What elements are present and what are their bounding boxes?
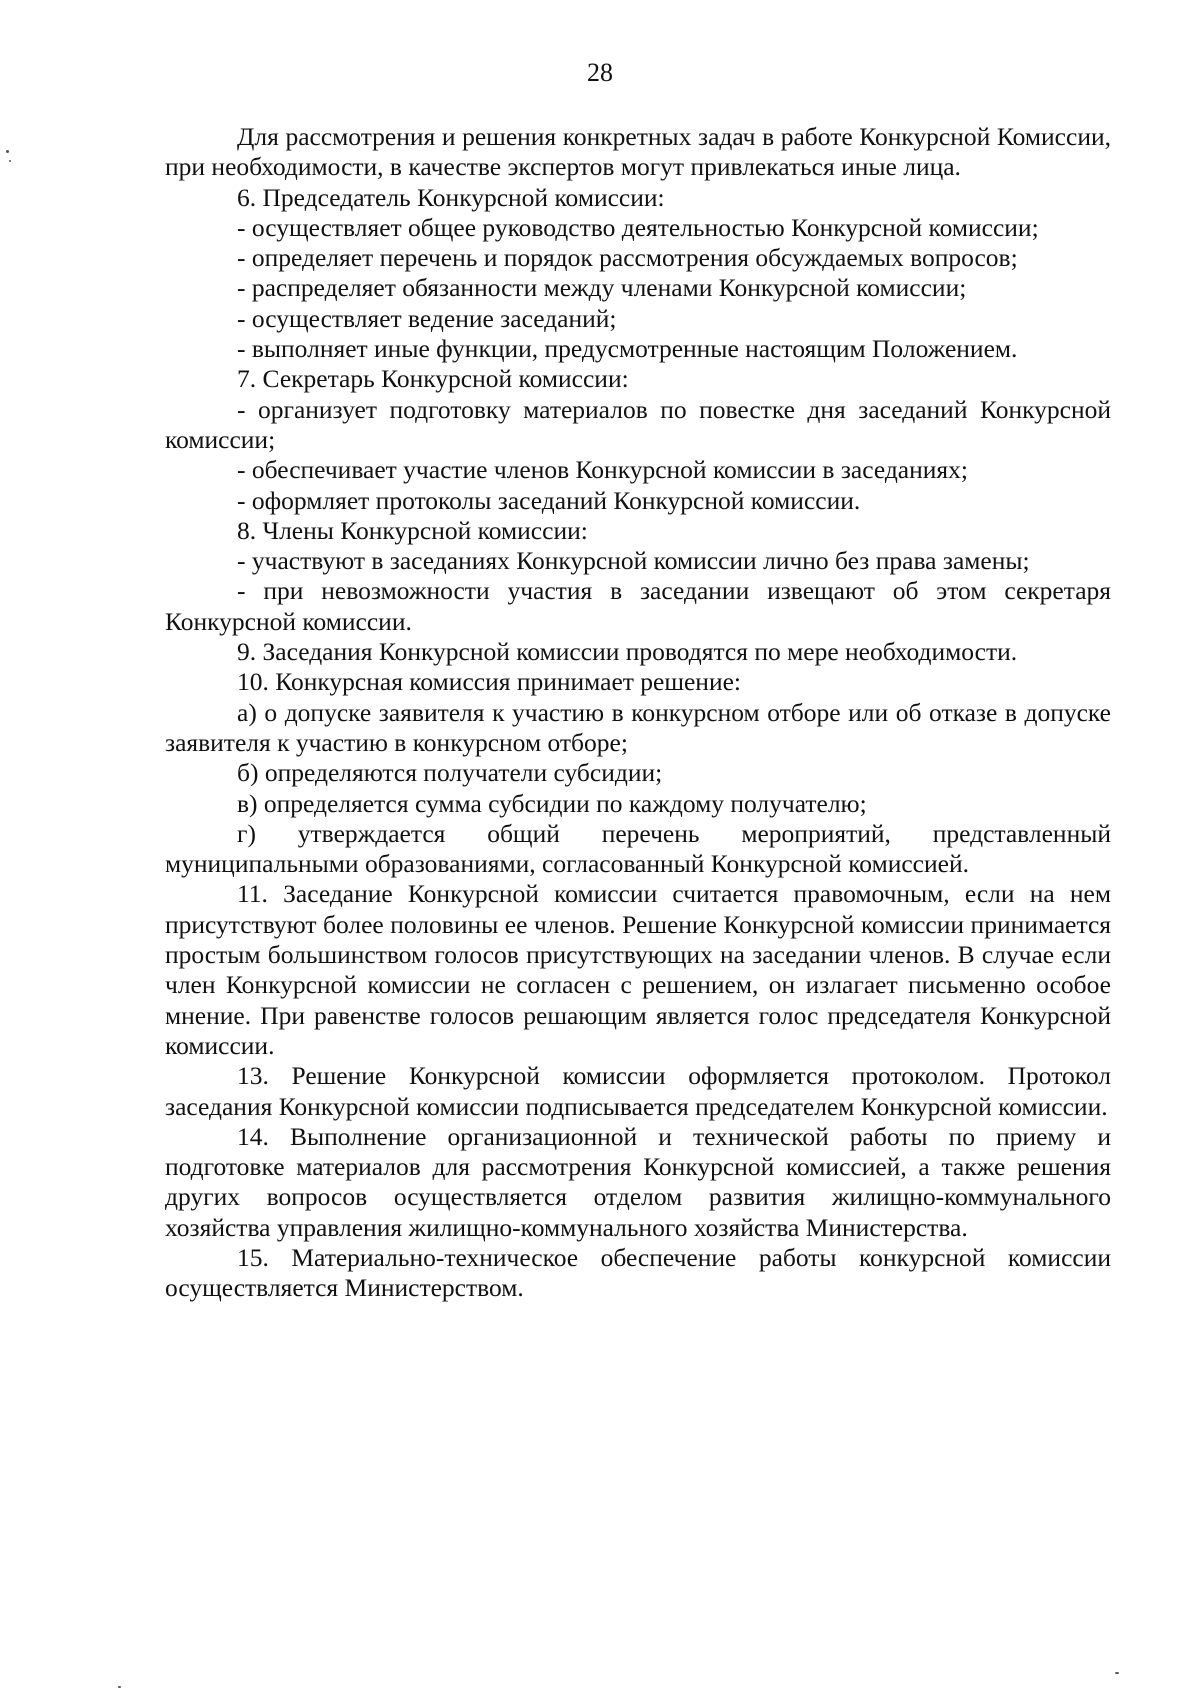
paragraph: 11. Заседание Конкурсной комиссии считается правомочным, если на нем присутствуют более половины ее членов. Решение Конкурсной комиссии принимается простым большинством голосов присутствующих на заседании членов. В случае если член Конкурсной комиссии не согласен с решением, он излагает письменно особое мнение. При равенстве голосов решающим является голос председателя Конкурсной комиссии. (165, 879, 1111, 1060)
paragraph: - оформляет протоколы заседаний Конкурсной комиссии. (237, 485, 861, 515)
scan-speck (6, 150, 9, 153)
paragraph: - определяет перечень и порядок рассмотрения обсуждаемых вопросов; (237, 243, 1018, 273)
paragraph: - при невозможности участия в заседании извещают об этом секретаря Конкурсной комиссии. (165, 576, 1111, 636)
paragraph: в) определяется сумма субсидии по каждому получателю; (237, 788, 867, 818)
paragraph: Для рассмотрения и решения конкретных задач в работе Конкурсной Комиссии, при необходимости, в качестве экспертов могут привлекаться иные лица. (165, 122, 1111, 182)
paragraph: а) о допуске заявителя к участию в конкурсном отборе или об отказе в допуске заявителя к участию в конкурсном отборе; (165, 697, 1111, 757)
paragraph: - участвуют в заседаниях Конкурсной комиссии лично без права замены; (237, 546, 1030, 576)
paragraph: б) определяются получатели субсидии; (237, 758, 663, 788)
paragraph: - выполняет иные функции, предусмотренные настоящим Положением. (237, 334, 1018, 364)
paragraph: - распределяет обязанности между членами Конкурсной комиссии; (237, 273, 967, 303)
scan-speck (118, 1686, 121, 1688)
paragraph: 10. Конкурсная комиссия принимает решение: (237, 667, 741, 697)
paragraph: - осуществляет общее руководство деятельностью Конкурсной комиссии; (237, 212, 1039, 242)
paragraph: - организует подготовку материалов по повестке дня заседаний Конкурсной комиссии; (165, 394, 1111, 454)
paragraph: - осуществляет ведение заседаний; (237, 303, 617, 333)
paragraph: - обеспечивает участие членов Конкурсной комиссии в заседаниях; (237, 455, 968, 485)
document-body (165, 122, 1111, 1304)
paragraph: 14. Выполнение организационной и технической работы по приему и подготовке материалов для рассмотрения Конкурсной комиссией, а также решения других вопросов осуществляется отделом развития жилищно-коммунального хозяйства управления жилищно-коммунального хозяйства Министерства. (165, 1121, 1111, 1242)
paragraph: 13. Решение Конкурсной комиссии оформляется протоколом. Протокол заседания Конкурсной комиссии подписывается председателем Конкурсной комиссии. (165, 1061, 1111, 1121)
paragraph: г) утверждается общий перечень мероприятий, представленный муниципальными образованиями, согласованный Конкурсной комиссией. (165, 818, 1111, 879)
paragraph: 7. Секретарь Конкурсной комиссии: (237, 364, 629, 394)
paragraph: 6. Председатель Конкурсной комиссии: (237, 182, 665, 212)
paragraph: 8. Члены Конкурсной комиссии: (237, 515, 588, 545)
scan-speck (9, 160, 11, 162)
paragraph: 15. Материально-техническое обеспечение работы конкурсной комиссии осуществляется Министерством. (165, 1242, 1111, 1303)
page-number: 28 (587, 58, 613, 87)
paragraph: 9. Заседания Конкурсной комиссии проводятся по мере необходимости. (237, 637, 1018, 667)
scan-speck (1115, 1672, 1119, 1674)
